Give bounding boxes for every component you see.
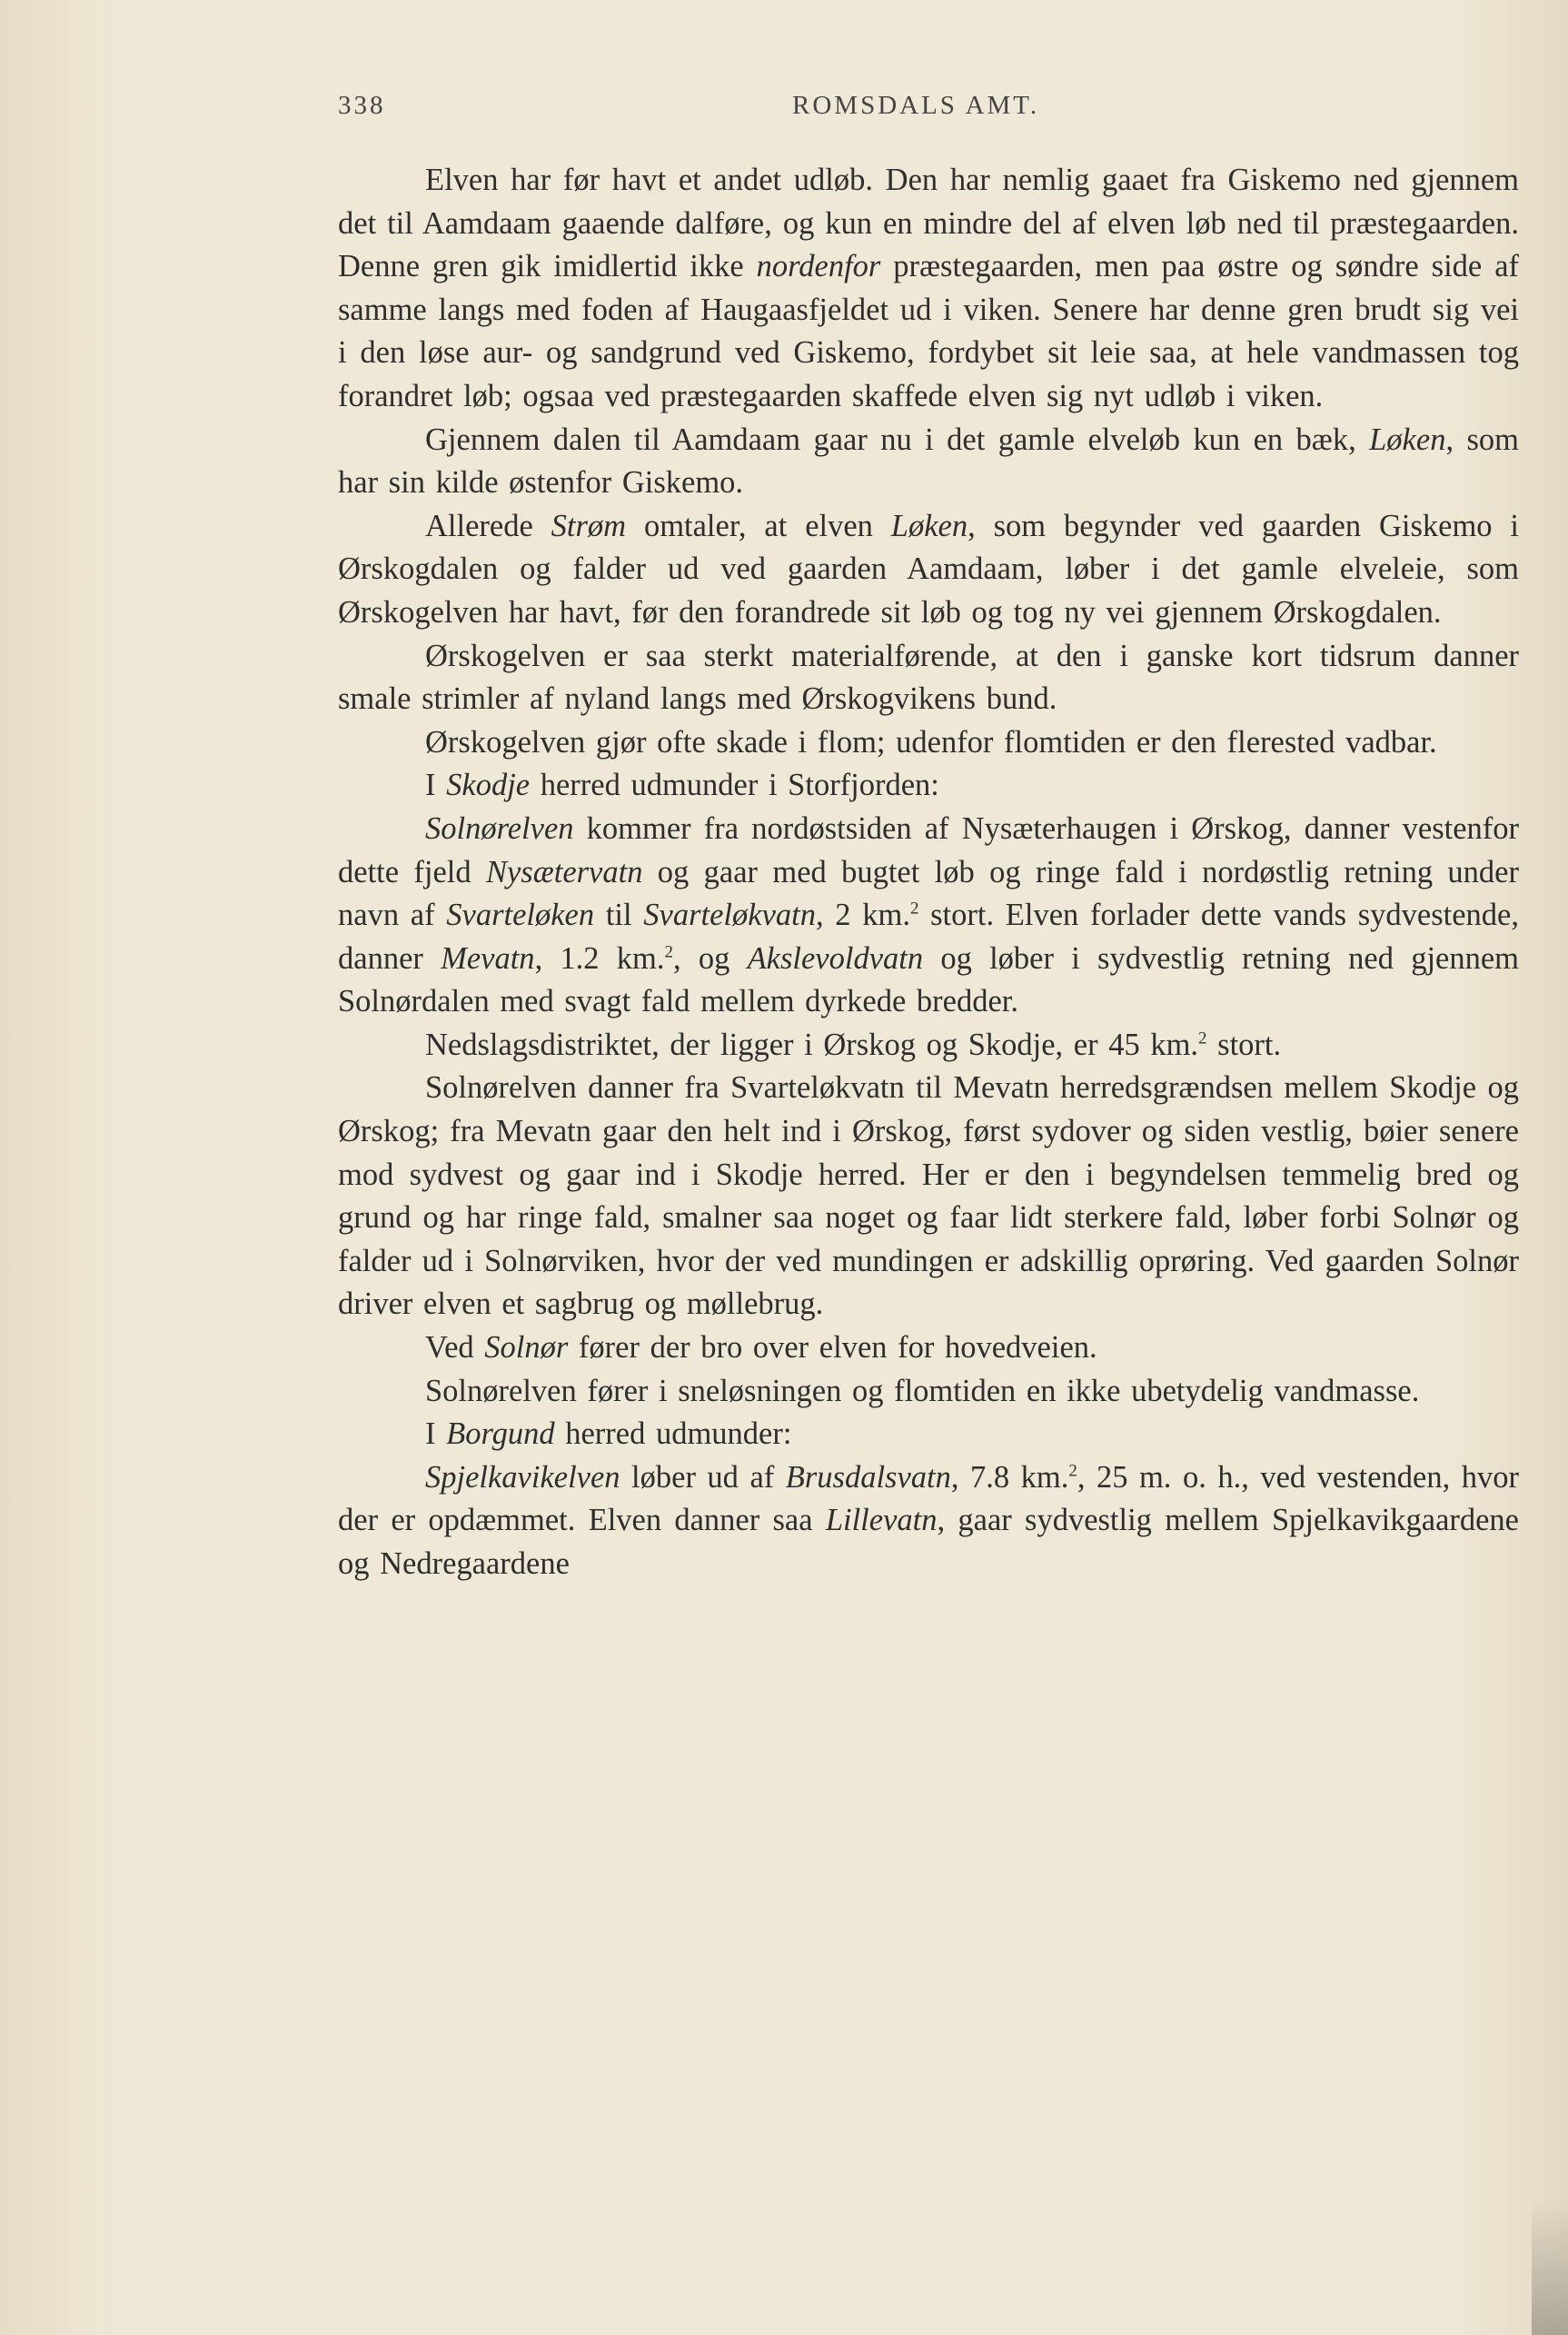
text-run: I: [425, 768, 447, 803]
paragraph: [338, 159, 1519, 419]
paragraph: [338, 1326, 1519, 1370]
text-run: Nedslagsdistriktet, der ligger i Ørskog og Skodje, er 45 km.: [425, 1027, 1199, 1062]
text-run: omtaler, at elven: [626, 508, 891, 543]
paragraph: [338, 1456, 1519, 1586]
text-run: Ved: [425, 1330, 485, 1366]
text-run: , gaar sydvestlig mellem Spjelkavikgaardene og Nedregaardene: [338, 1503, 1519, 1581]
text-run: stort. Elven forlader dette vands sydvestende, danner: [338, 898, 1519, 976]
italic-term: Skodje: [446, 768, 531, 803]
text-run: og gaar med bugtet løb og ringe fald i nordøstlig retning under navn af: [338, 854, 1519, 933]
italic-term: nordenfor: [756, 249, 881, 284]
text-run: Ørskogelven gjør ofte skade i flom; udenfor flomtiden er den flerested vadbar.: [425, 724, 1437, 760]
italic-term: Mevatn: [441, 940, 535, 976]
text-run: Gjennem dalen til Aamdaam gaar nu i det gamle elveløb kun en bæk,: [425, 422, 1370, 457]
italic-term: Akslevoldvatn: [747, 940, 924, 976]
italic-term: Nysætervatn: [485, 854, 643, 889]
italic-term: Brusdalsvatn: [785, 1459, 951, 1495]
text-run: fører der bro over elven for hovedveien.: [568, 1330, 1097, 1366]
italic-term: Solnør: [484, 1330, 569, 1366]
superscript: 2: [1198, 1028, 1207, 1048]
text-run: stort.: [1206, 1027, 1282, 1062]
page-body-text: [338, 159, 1519, 1586]
italic-term: Løken: [890, 508, 968, 543]
text-run: I: [425, 1416, 447, 1452]
italic-term: Strøm: [551, 508, 627, 543]
italic-term: Svarteløken: [446, 898, 595, 933]
paragraph: [338, 1370, 1519, 1414]
superscript: 2: [1068, 1461, 1077, 1481]
italic-term: Svarteløkvatn: [643, 898, 816, 933]
text-run: Solnørelven fører i sneløsningen og flomtiden en ikke ubetydelig vandmasse.: [425, 1373, 1420, 1408]
paragraph: [338, 635, 1519, 721]
paragraph: [338, 1067, 1519, 1326]
text-run: Allerede: [425, 508, 551, 543]
paragraph: [338, 505, 1519, 635]
running-title: ROMSDALS AMT.: [792, 91, 1040, 120]
italic-term: Lillevatn: [825, 1503, 938, 1538]
paragraph: [338, 808, 1519, 1024]
text-run: til: [594, 898, 644, 933]
text-run: Solnørelven danner fra Svarteløkvatn til Mevatn herredsgrændsen mellem Skodje og Ørskog; fra Mevatn gaar den helt ind i Ørskog, først sydover og siden vestlig, bøier senere mod sydvest og gaar ind i Skodje herred. Her er den i begyndelsen temmelig bred og grund og har ringe fald, smalner saa noget og faar lidt sterkere fald, løber forbi Solnør og falder ud i Solnørviken, hvor der ved mundingen er adskillig oprøring. Ved gaarden Solnør driver elven et sagbrug og møllebrug.: [338, 1070, 1519, 1322]
text-run: , 2 km.: [815, 898, 910, 933]
italic-term: Spjelkavikelven: [425, 1459, 620, 1495]
text-run: løber ud af: [620, 1459, 786, 1495]
page-header: [338, 91, 1546, 127]
text-run: , som begynder ved gaarden Giskemo i Ørskogdalen og falder ud ved gaarden Aamdaam, løber i det gamle elveleie, som Ørskogelven har havt, før den forandrede sit løb og tog ny vei gjennem Ørskogdalen.: [338, 508, 1519, 630]
italic-term: Løken: [1369, 422, 1446, 457]
text-run: herred udmunder i Storfjorden:: [530, 768, 939, 803]
paragraph: [338, 1413, 1519, 1456]
page-edge-shadow: [1532, 2199, 1568, 2335]
text-run: Ørskogelven er saa sterkt materialførende, at den i ganske kort tidsrum danner smale strimler af nyland langs med Ørskogvikens bund.: [338, 638, 1519, 717]
text-run: , og: [672, 940, 748, 976]
paragraph: [338, 419, 1519, 505]
text-run: , 7.8 km.: [950, 1459, 1069, 1495]
text-run: og løber i sydvestlig retning ned gjennem Solnørdalen med svagt fald mellem dyrkede bredder.: [338, 940, 1519, 1019]
text-run: , 1.2 km.: [534, 940, 665, 976]
text-run: , 25 m. o. h., ved vestenden, hvor der er opdæmmet. Elven danner saa: [338, 1459, 1519, 1538]
italic-term: Borgund: [446, 1416, 555, 1452]
text-run: , som har sin kilde østenfor Giskemo.: [338, 422, 1520, 501]
superscript: 2: [909, 899, 919, 919]
italic-term: Solnørelven: [425, 810, 574, 846]
paragraph: [338, 1024, 1519, 1068]
superscript: 2: [664, 942, 673, 962]
paragraph: [338, 764, 1519, 808]
text-run: herred udmunder:: [554, 1416, 792, 1452]
text-run: kommer fra nordøstsiden af Nysæterhaugen i Ørskog, danner vestenfor dette fjeld: [338, 810, 1519, 889]
paragraph: [338, 721, 1519, 765]
text-run: Elven har før havt et andet udløb. Den har nemlig gaaet fra Giskemo ned gjennem det til Aamdaam gaaende dalføre, og kun en mindre del af elven løb ned til præstegaarden. Denne gren gik imidlertid ikke: [338, 163, 1519, 284]
text-run: præstegaarden, men paa østre og søndre side af samme langs med foden af Haugaasfjeldet ud i viken. Senere har denne gren brudt sig vei i den løse aur- og sandgrund ved Giskemo, fordybet sit leie saa, at hele vandmassen tog forandret løb; ogsaa ved præstegaarden skaffede elven sig nyt udløb i viken.: [338, 249, 1519, 413]
page-number: 338: [338, 91, 386, 120]
